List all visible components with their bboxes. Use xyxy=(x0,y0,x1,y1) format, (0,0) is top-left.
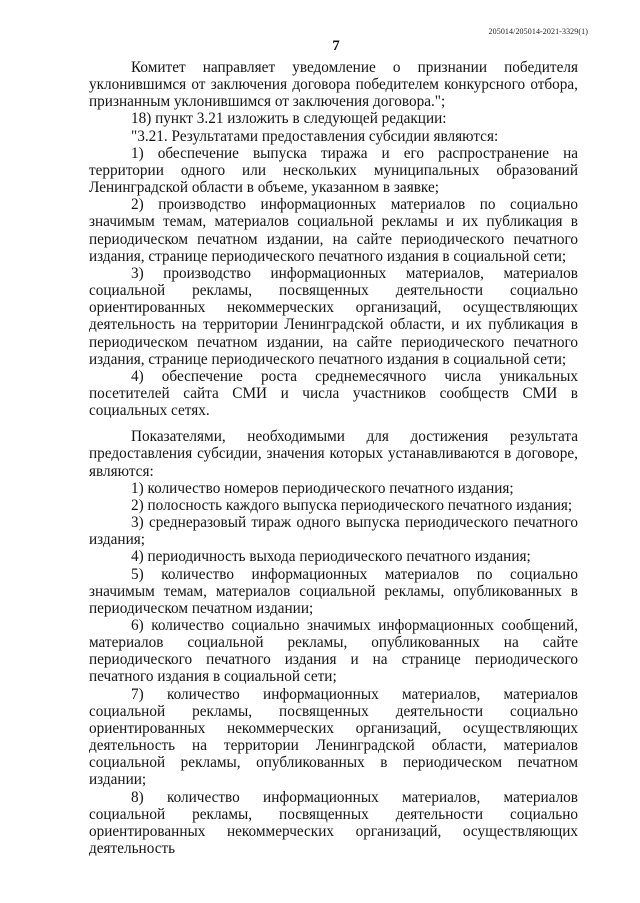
list-item-indicator-2: 2) полосность каждого выпуска периодического печатного издания; xyxy=(131,496,573,514)
list-item-indicator-5: 5) количество информационных материалов по социально значимым темам, материалов социальной рекламы, опубликованных в периодическом печатном издании; xyxy=(89,565,578,617)
list-item-result-4: 4) обеспечение роста среднемесячного числа уникальных посетителей сайта СМИ и числа участников сообществ СМИ в социальных сетях. xyxy=(89,367,578,420)
list-item-indicator-6: 6) количество социально значимых информационных сообщений, материалов социальной рекламы, опубликованных на сайте периодического печатного издания и на странице периодического печатного издания в социальной сети; xyxy=(89,617,578,686)
paragraph-indicators-intro: Показателями, необходимыми для достижения результата предоставления субсидии, значения которых устанавливаются в договоре, являются: xyxy=(89,428,578,480)
paragraph-item-18: 18) пункт 3.21 изложить в следующей редакции: xyxy=(131,110,447,128)
document-body xyxy=(89,59,578,857)
document-id: 205014/205014-2021-3329(1) xyxy=(488,27,588,36)
list-item-indicator-7: 7) количество информационных материалов, материалов социальной рекламы, посвященных деятельности социально ориентированных некоммерческих организаций, осуществляющих деятельность на территории Ленинградской области, материалов социальной рекламы, опубликованных в периодическом печатном издании; xyxy=(89,685,578,789)
list-item-result-3: 3) производство информационных материалов, материалов социальной рекламы, посвященных деятельности социально ориентированных некоммерческих организаций, осуществляющих деятельность на территории Ленинградской области, и их публикация в периодическом печатном издании, на сайте периодического печатного издания, странице периодического печатного издания в социальной сети; xyxy=(89,264,578,368)
list-item-indicator-3: 3) среднеразовый тираж одного выпуска периодического печатного издания; xyxy=(89,514,578,549)
list-item-result-1: 1) обеспечение выпуска тиража и его распространение на территории одного или нескольких муниципальных образований Ленинградской области в объеме, указанном в заявке; xyxy=(89,144,578,197)
list-item-result-2: 2) производство информационных материалов по социально значимым темам, материалов социальной рекламы и их публикация в периодическом печатном издании, на сайте периодического печатного издания, странице периодического печатного издания в социальной сети; xyxy=(89,196,578,265)
page-number: 7 xyxy=(332,38,340,54)
paragraph-committee-notice: Комитет направляет уведомление о признании победителя уклонившимся от заключения договора победителем конкурсного отбора, признанным уклонившимся от заключения договора."; xyxy=(89,59,578,111)
list-item-indicator-4: 4) периодичность выхода периодического печатного издания; xyxy=(131,548,531,566)
list-item-indicator-1: 1) количество номеров периодического печатного издания; xyxy=(131,479,514,497)
paragraph-clause-3-21: "3.21. Результатами предоставления субсидии являются: xyxy=(131,127,499,145)
list-item-indicator-8: 8) количество информационных материалов, материалов социальной рекламы, посвященных деятельности социально ориентированных некоммерческих организаций, осуществляющих деятельность xyxy=(89,788,578,858)
